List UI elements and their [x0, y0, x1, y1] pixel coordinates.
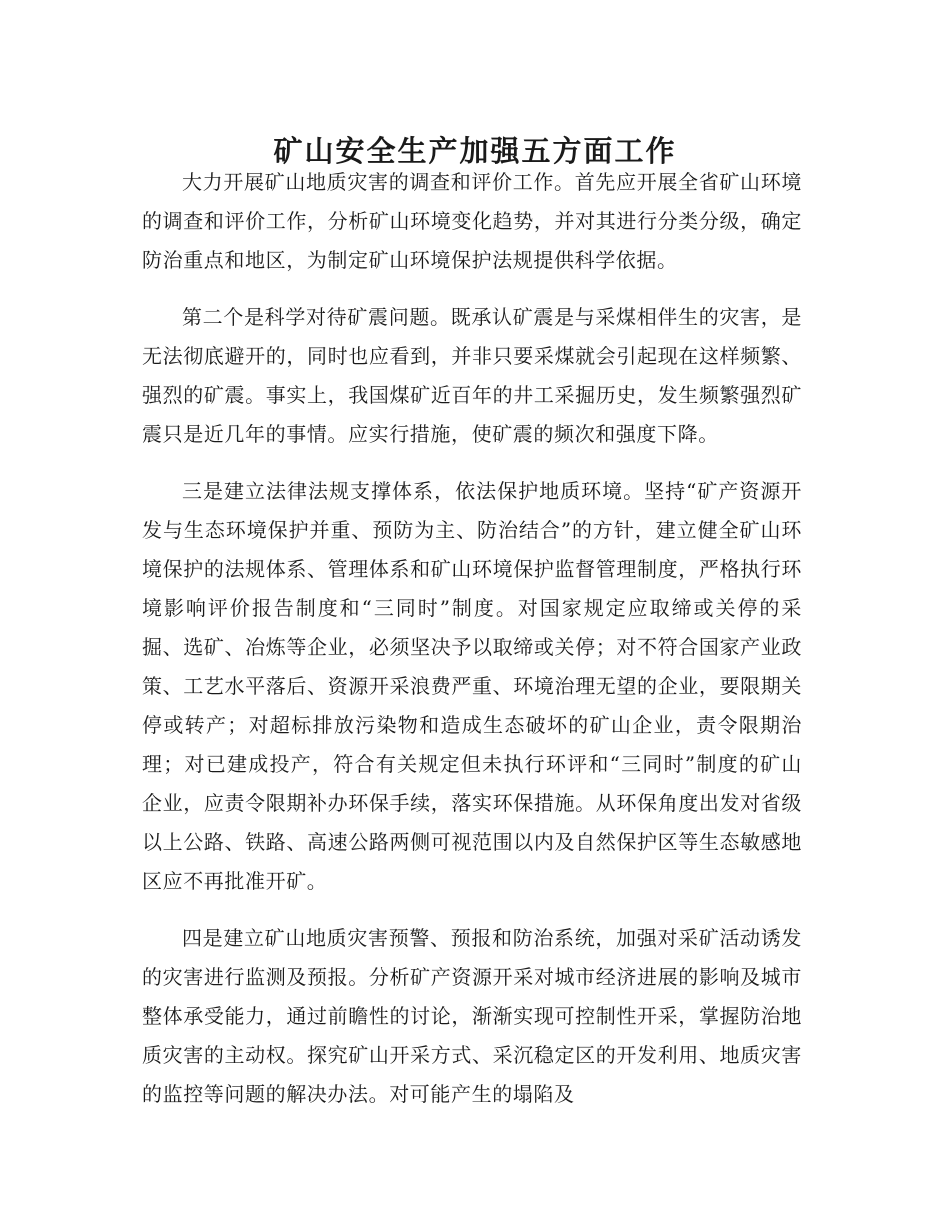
paragraph-2: 第二个是科学对待矿震问题。既承认矿震是与采煤相伴生的灾害，是无法彻底避开的，同时也应看到，并非只要采煤就会引起现在这样频繁、强烈的矿震。事实上，我国煤矿近百年的井工采掘历史，发生频繁强烈矿震只是近几年的事情。应实行措施，使矿震的频次和强度下降。	[142, 305, 802, 446]
paragraph-4: 四是建立矿山地质灾害预警、预报和防治系统，加强对采矿活动诱发的灾害进行监测及预报。分析矿产资源开采对城市经济进展的影响及城市整体承受能力，通过前瞻性的讨论，渐渐实现可控制性开采，掌握防治地质灾害的主动权。探究矿山开采方式、采沉稳定区的开发利用、地质灾害的监控等问题的解决办法。对可能产生的塌陷及	[142, 926, 802, 1106]
document-title: 矿山安全生产加强五方面工作	[273, 134, 677, 169]
paragraph-1: 大力开展矿山地质灾害的调查和评价工作。首先应开展全省矿山环境的调查和评价工作，分析矿山环境变化趋势，并对其进行分类分级，确定防治重点和地区，为制定矿山环境保护法规提供科学依据。	[142, 170, 802, 272]
paragraph-3: 三是建立法律法规支撑体系，依法保护地质环境。坚持“矿产资源开发与生态环境保护并重、预防为主、防治结合”的方针，建立健全矿山环境保护的法规体系、管理体系和矿山环境保护监督管理制度，严格执行环境影响评价报告制度和“三同时”制度。对国家规定应取缔或关停的采掘、选矿、冶炼等企业，必须坚决予以取缔或关停；对不符合国家产业政策、工艺水平落后、资源开采浪费严重、环境治理无望的企业，要限期关停或转产；对超标排放污染物和造成生态破坏的矿山企业，责令限期治理；对已建成投产，符合有关规定但未执行环评和“三同时”制度的矿山企业，应责令限期补办环保手续，落实环保措施。从环保角度出发对省级以上公路、铁路、高速公路两侧可视范围以内及自然保护区等生态敏感地区应不再批准开矿。	[142, 479, 802, 893]
document-body	[142, 163, 802, 1114]
